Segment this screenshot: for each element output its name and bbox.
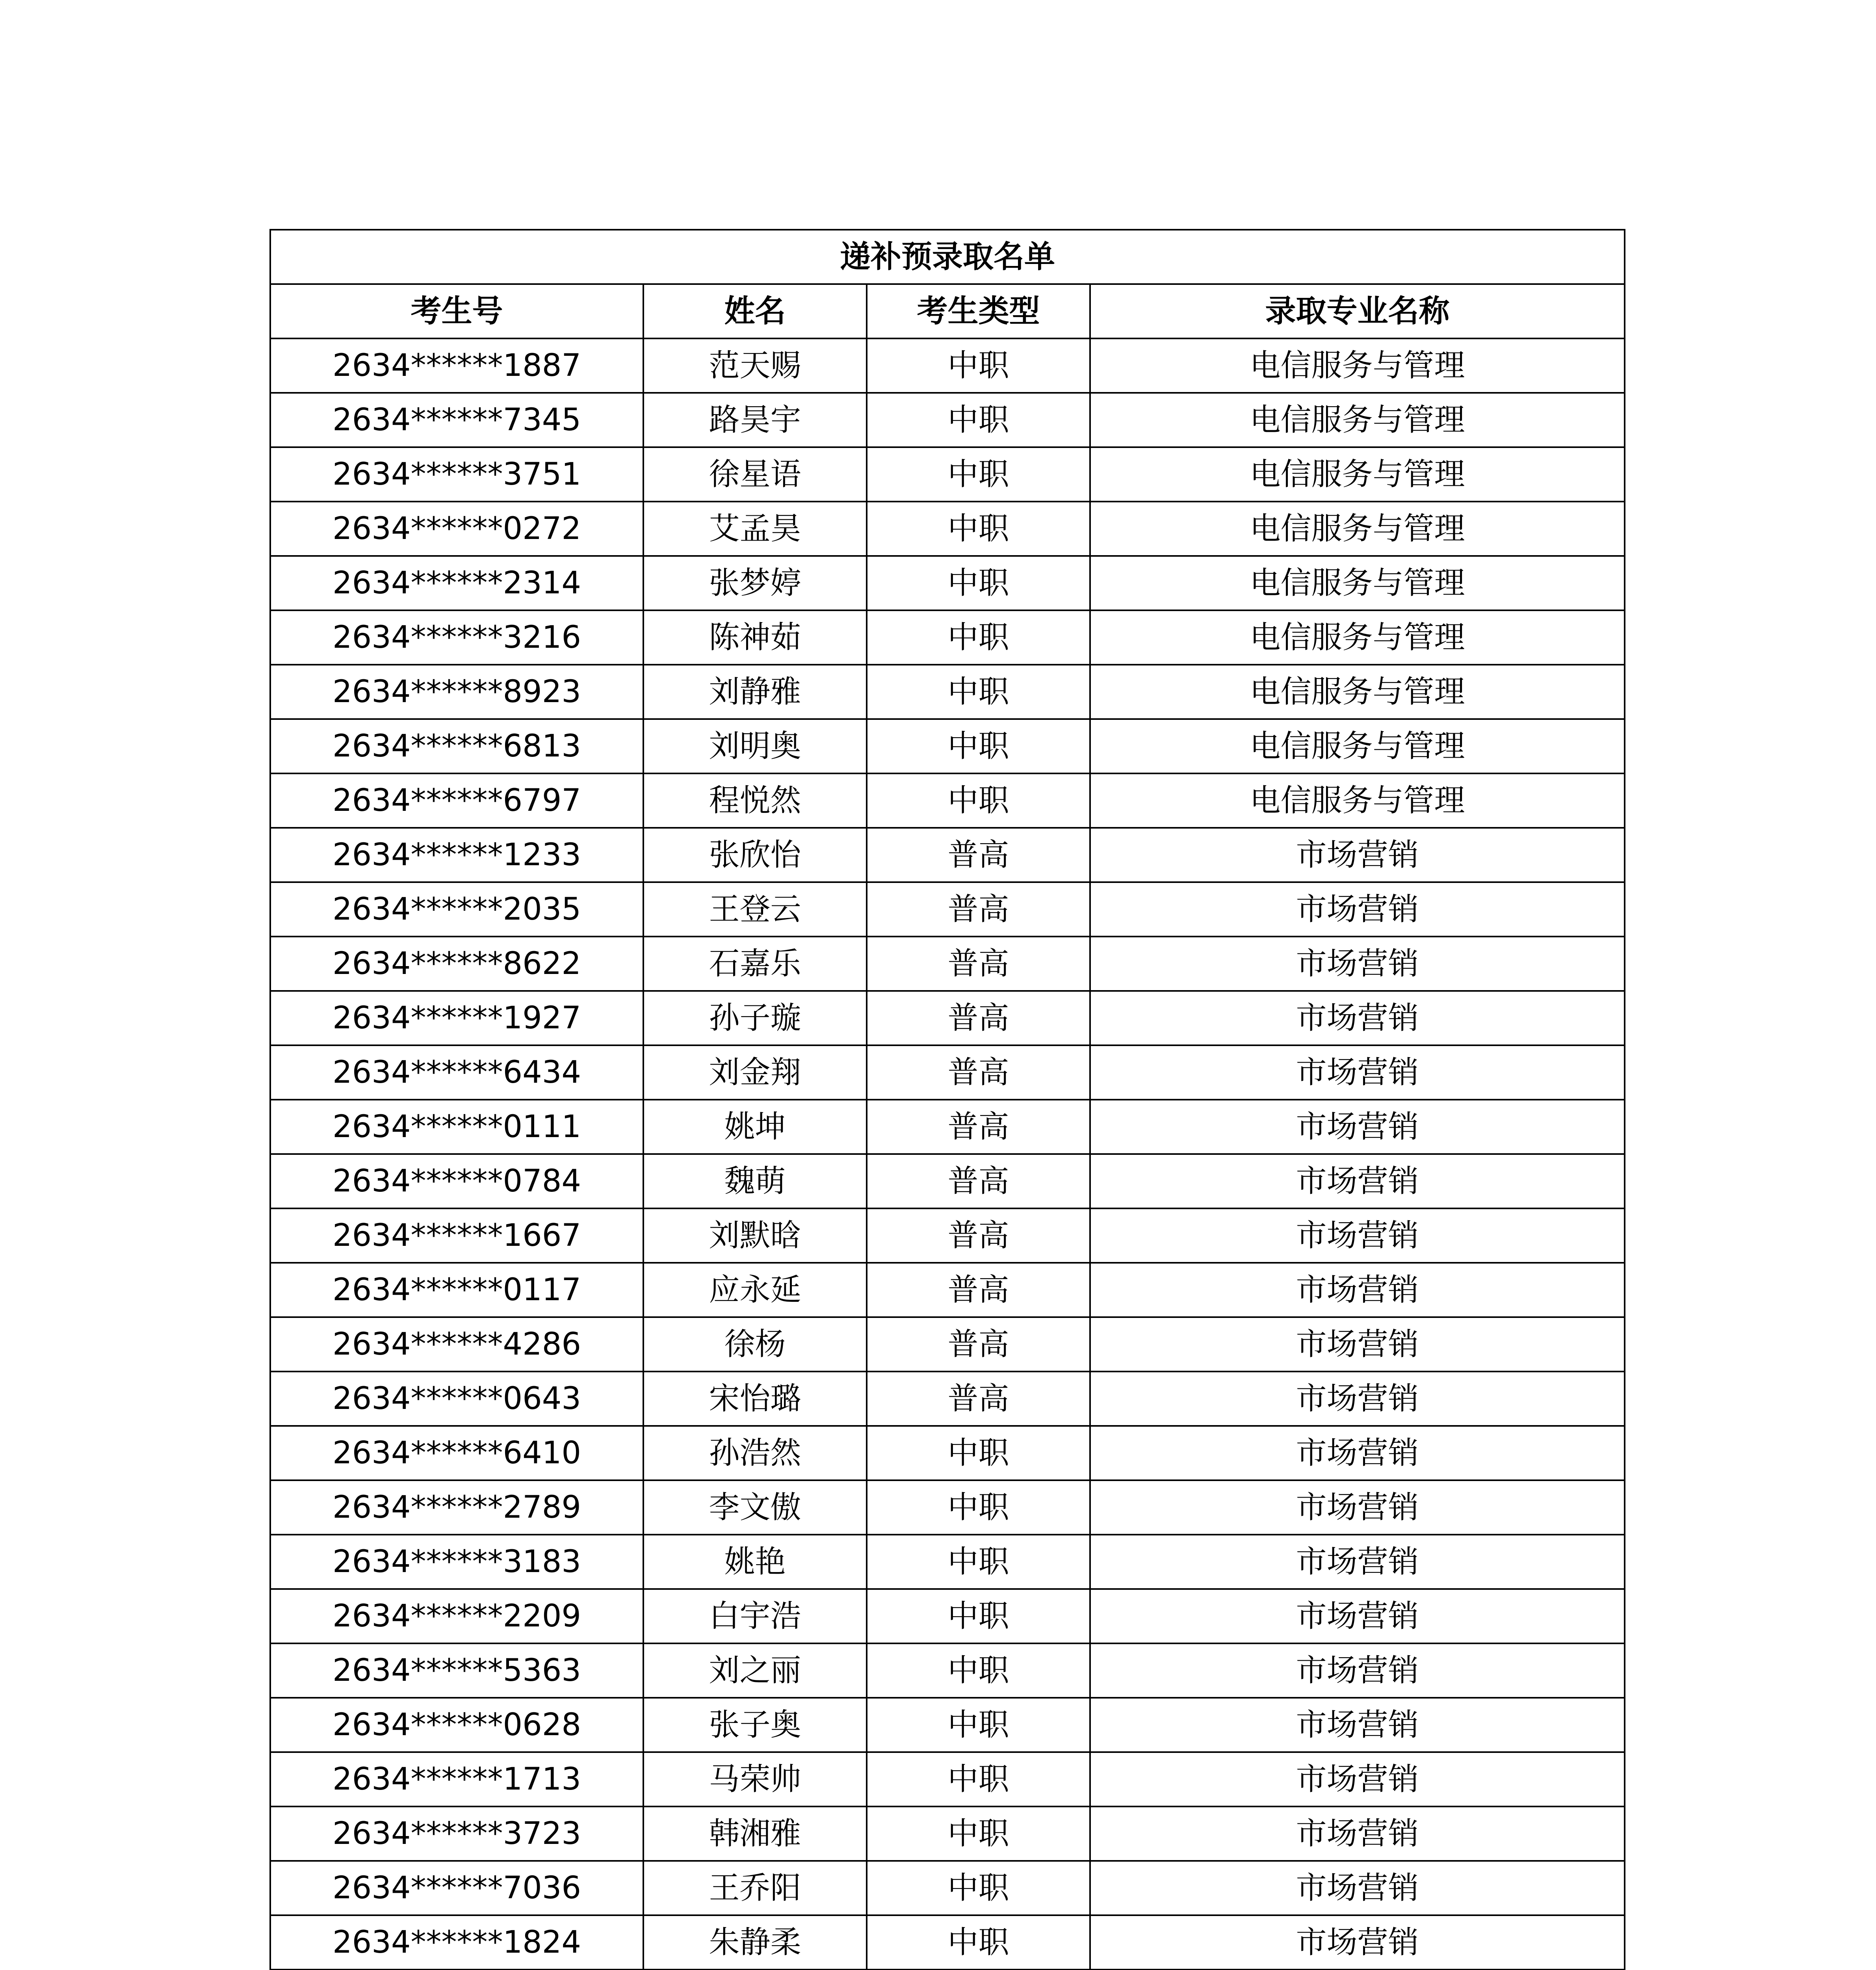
cell-student-type: 普高 — [867, 1100, 1090, 1154]
table-row — [270, 502, 1625, 556]
cell-exam-number: 2634******7036 — [270, 1861, 643, 1915]
table-row — [270, 882, 1625, 937]
cell-major: 市场营销 — [1090, 1045, 1625, 1100]
cell-student-type: 普高 — [867, 882, 1090, 937]
table-row — [270, 1806, 1625, 1861]
cell-major: 电信服务与管理 — [1090, 665, 1625, 719]
cell-student-type: 普高 — [867, 937, 1090, 991]
cell-student-type: 中职 — [867, 1643, 1090, 1698]
cell-major: 市场营销 — [1090, 1806, 1625, 1861]
cell-exam-number: 2634******3723 — [270, 1806, 643, 1861]
cell-exam-number: 2634******2035 — [270, 882, 643, 937]
cell-major: 市场营销 — [1090, 828, 1625, 882]
cell-name: 白宇浩 — [643, 1589, 867, 1643]
cell-student-type: 中职 — [867, 719, 1090, 773]
cell-name: 张子奥 — [643, 1698, 867, 1752]
cell-student-type: 中职 — [867, 773, 1090, 828]
table-row — [270, 556, 1625, 610]
header-major: 录取专业名称 — [1090, 284, 1625, 338]
cell-major: 电信服务与管理 — [1090, 393, 1625, 447]
cell-name: 刘明奥 — [643, 719, 867, 773]
table-row — [270, 393, 1625, 447]
cell-student-type: 普高 — [867, 1208, 1090, 1263]
cell-exam-number: 2634******1887 — [270, 338, 643, 393]
table-row — [270, 1154, 1625, 1208]
cell-exam-number: 2634******0643 — [270, 1372, 643, 1426]
cell-student-type: 普高 — [867, 1372, 1090, 1426]
table-row — [270, 1643, 1625, 1698]
cell-name: 朱静柔 — [643, 1915, 867, 1970]
cell-exam-number: 2634******0117 — [270, 1263, 643, 1317]
cell-name: 韩湘雅 — [643, 1806, 867, 1861]
cell-exam-number: 2634******3751 — [270, 447, 643, 502]
cell-major: 市场营销 — [1090, 1861, 1625, 1915]
cell-name: 李文傲 — [643, 1480, 867, 1535]
cell-major: 市场营销 — [1090, 937, 1625, 991]
cell-student-type: 中职 — [867, 1752, 1090, 1806]
table-row — [270, 991, 1625, 1045]
admission-list-table — [269, 229, 1625, 1970]
cell-exam-number: 2634******2209 — [270, 1589, 643, 1643]
cell-major: 市场营销 — [1090, 1263, 1625, 1317]
cell-student-type: 中职 — [867, 665, 1090, 719]
cell-exam-number: 2634******4286 — [270, 1317, 643, 1372]
table-row — [270, 1861, 1625, 1915]
cell-exam-number: 2634******6813 — [270, 719, 643, 773]
cell-exam-number: 2634******2789 — [270, 1480, 643, 1535]
cell-exam-number: 2634******0784 — [270, 1154, 643, 1208]
cell-exam-number: 2634******6797 — [270, 773, 643, 828]
table-row — [270, 1535, 1625, 1589]
table-body — [270, 338, 1625, 1970]
cell-student-type: 中职 — [867, 556, 1090, 610]
cell-major: 市场营销 — [1090, 1100, 1625, 1154]
table-row — [270, 773, 1625, 828]
cell-exam-number: 2634******1927 — [270, 991, 643, 1045]
cell-major: 市场营销 — [1090, 1752, 1625, 1806]
cell-student-type: 中职 — [867, 502, 1090, 556]
cell-major: 电信服务与管理 — [1090, 502, 1625, 556]
cell-student-type: 普高 — [867, 1154, 1090, 1208]
cell-major: 市场营销 — [1090, 1915, 1625, 1970]
cell-major: 市场营销 — [1090, 1589, 1625, 1643]
cell-student-type: 普高 — [867, 1263, 1090, 1317]
cell-major: 市场营销 — [1090, 1480, 1625, 1535]
cell-name: 路昊宇 — [643, 393, 867, 447]
cell-major: 市场营销 — [1090, 991, 1625, 1045]
cell-exam-number: 2634******1233 — [270, 828, 643, 882]
cell-name: 刘之丽 — [643, 1643, 867, 1698]
cell-name: 孙子璇 — [643, 991, 867, 1045]
cell-major: 市场营销 — [1090, 1535, 1625, 1589]
table-row — [270, 1915, 1625, 1970]
cell-name: 刘金翔 — [643, 1045, 867, 1100]
cell-exam-number: 2634******7345 — [270, 393, 643, 447]
cell-name: 艾孟昊 — [643, 502, 867, 556]
cell-name: 王登云 — [643, 882, 867, 937]
cell-student-type: 普高 — [867, 1045, 1090, 1100]
table-row — [270, 1100, 1625, 1154]
cell-name: 徐星语 — [643, 447, 867, 502]
header-name: 姓名 — [643, 284, 867, 338]
cell-name: 姚艳 — [643, 1535, 867, 1589]
cell-exam-number: 2634******1824 — [270, 1915, 643, 1970]
table-row — [270, 1480, 1625, 1535]
cell-exam-number: 2634******3216 — [270, 610, 643, 665]
cell-student-type: 中职 — [867, 338, 1090, 393]
cell-name: 石嘉乐 — [643, 937, 867, 991]
cell-major: 电信服务与管理 — [1090, 447, 1625, 502]
cell-name: 张欣怡 — [643, 828, 867, 882]
table-row — [270, 1317, 1625, 1372]
cell-name: 姚坤 — [643, 1100, 867, 1154]
cell-major: 电信服务与管理 — [1090, 556, 1625, 610]
cell-name: 张梦婷 — [643, 556, 867, 610]
cell-exam-number: 2634******1713 — [270, 1752, 643, 1806]
cell-major: 市场营销 — [1090, 1698, 1625, 1752]
table-row — [270, 828, 1625, 882]
cell-major: 电信服务与管理 — [1090, 773, 1625, 828]
cell-student-type: 中职 — [867, 1426, 1090, 1480]
table-row — [270, 1208, 1625, 1263]
table-row — [270, 719, 1625, 773]
cell-student-type: 中职 — [867, 1915, 1090, 1970]
cell-name: 刘默晗 — [643, 1208, 867, 1263]
table-row — [270, 1263, 1625, 1317]
cell-student-type: 普高 — [867, 991, 1090, 1045]
cell-exam-number: 2634******3183 — [270, 1535, 643, 1589]
header-exam-number: 考生号 — [270, 284, 643, 338]
header-row — [270, 284, 1625, 338]
cell-name: 徐杨 — [643, 1317, 867, 1372]
table-row — [270, 665, 1625, 719]
cell-name: 魏萌 — [643, 1154, 867, 1208]
cell-major: 市场营销 — [1090, 1154, 1625, 1208]
table-row — [270, 1372, 1625, 1426]
cell-name: 王乔阳 — [643, 1861, 867, 1915]
cell-major: 市场营销 — [1090, 1372, 1625, 1426]
cell-student-type: 中职 — [867, 610, 1090, 665]
table-row — [270, 1698, 1625, 1752]
table-row — [270, 447, 1625, 502]
cell-major: 电信服务与管理 — [1090, 610, 1625, 665]
cell-exam-number: 2634******0272 — [270, 502, 643, 556]
cell-major: 市场营销 — [1090, 1426, 1625, 1480]
cell-name: 孙浩然 — [643, 1426, 867, 1480]
cell-name: 应永延 — [643, 1263, 867, 1317]
table-row — [270, 338, 1625, 393]
header-student-type: 考生类型 — [867, 284, 1090, 338]
cell-exam-number: 2634******2314 — [270, 556, 643, 610]
cell-exam-number: 2634******1667 — [270, 1208, 643, 1263]
title-row — [270, 230, 1625, 284]
cell-student-type: 中职 — [867, 447, 1090, 502]
cell-major: 电信服务与管理 — [1090, 338, 1625, 393]
table-row — [270, 610, 1625, 665]
cell-student-type: 中职 — [867, 1535, 1090, 1589]
cell-student-type: 普高 — [867, 828, 1090, 882]
table-row — [270, 1045, 1625, 1100]
cell-exam-number: 2634******0111 — [270, 1100, 643, 1154]
cell-major: 市场营销 — [1090, 882, 1625, 937]
cell-name: 程悦然 — [643, 773, 867, 828]
cell-major: 电信服务与管理 — [1090, 719, 1625, 773]
cell-exam-number: 2634******0628 — [270, 1698, 643, 1752]
cell-student-type: 中职 — [867, 1589, 1090, 1643]
cell-name: 宋怡璐 — [643, 1372, 867, 1426]
cell-student-type: 中职 — [867, 1806, 1090, 1861]
cell-student-type: 中职 — [867, 1861, 1090, 1915]
cell-student-type: 中职 — [867, 1480, 1090, 1535]
cell-student-type: 中职 — [867, 1698, 1090, 1752]
cell-name: 马荣帅 — [643, 1752, 867, 1806]
cell-name: 刘静雅 — [643, 665, 867, 719]
cell-exam-number: 2634******6410 — [270, 1426, 643, 1480]
table-title: 递补预录取名单 — [270, 230, 1625, 284]
table-row — [270, 1752, 1625, 1806]
cell-major: 市场营销 — [1090, 1317, 1625, 1372]
cell-exam-number: 2634******6434 — [270, 1045, 643, 1100]
cell-exam-number: 2634******8923 — [270, 665, 643, 719]
table-row — [270, 1426, 1625, 1480]
cell-exam-number: 2634******8622 — [270, 937, 643, 991]
cell-name: 陈神茹 — [643, 610, 867, 665]
table-row — [270, 1589, 1625, 1643]
cell-student-type: 中职 — [867, 393, 1090, 447]
cell-major: 市场营销 — [1090, 1208, 1625, 1263]
cell-name: 范天赐 — [643, 338, 867, 393]
cell-major: 市场营销 — [1090, 1643, 1625, 1698]
cell-exam-number: 2634******5363 — [270, 1643, 643, 1698]
cell-student-type: 普高 — [867, 1317, 1090, 1372]
table-row — [270, 937, 1625, 991]
